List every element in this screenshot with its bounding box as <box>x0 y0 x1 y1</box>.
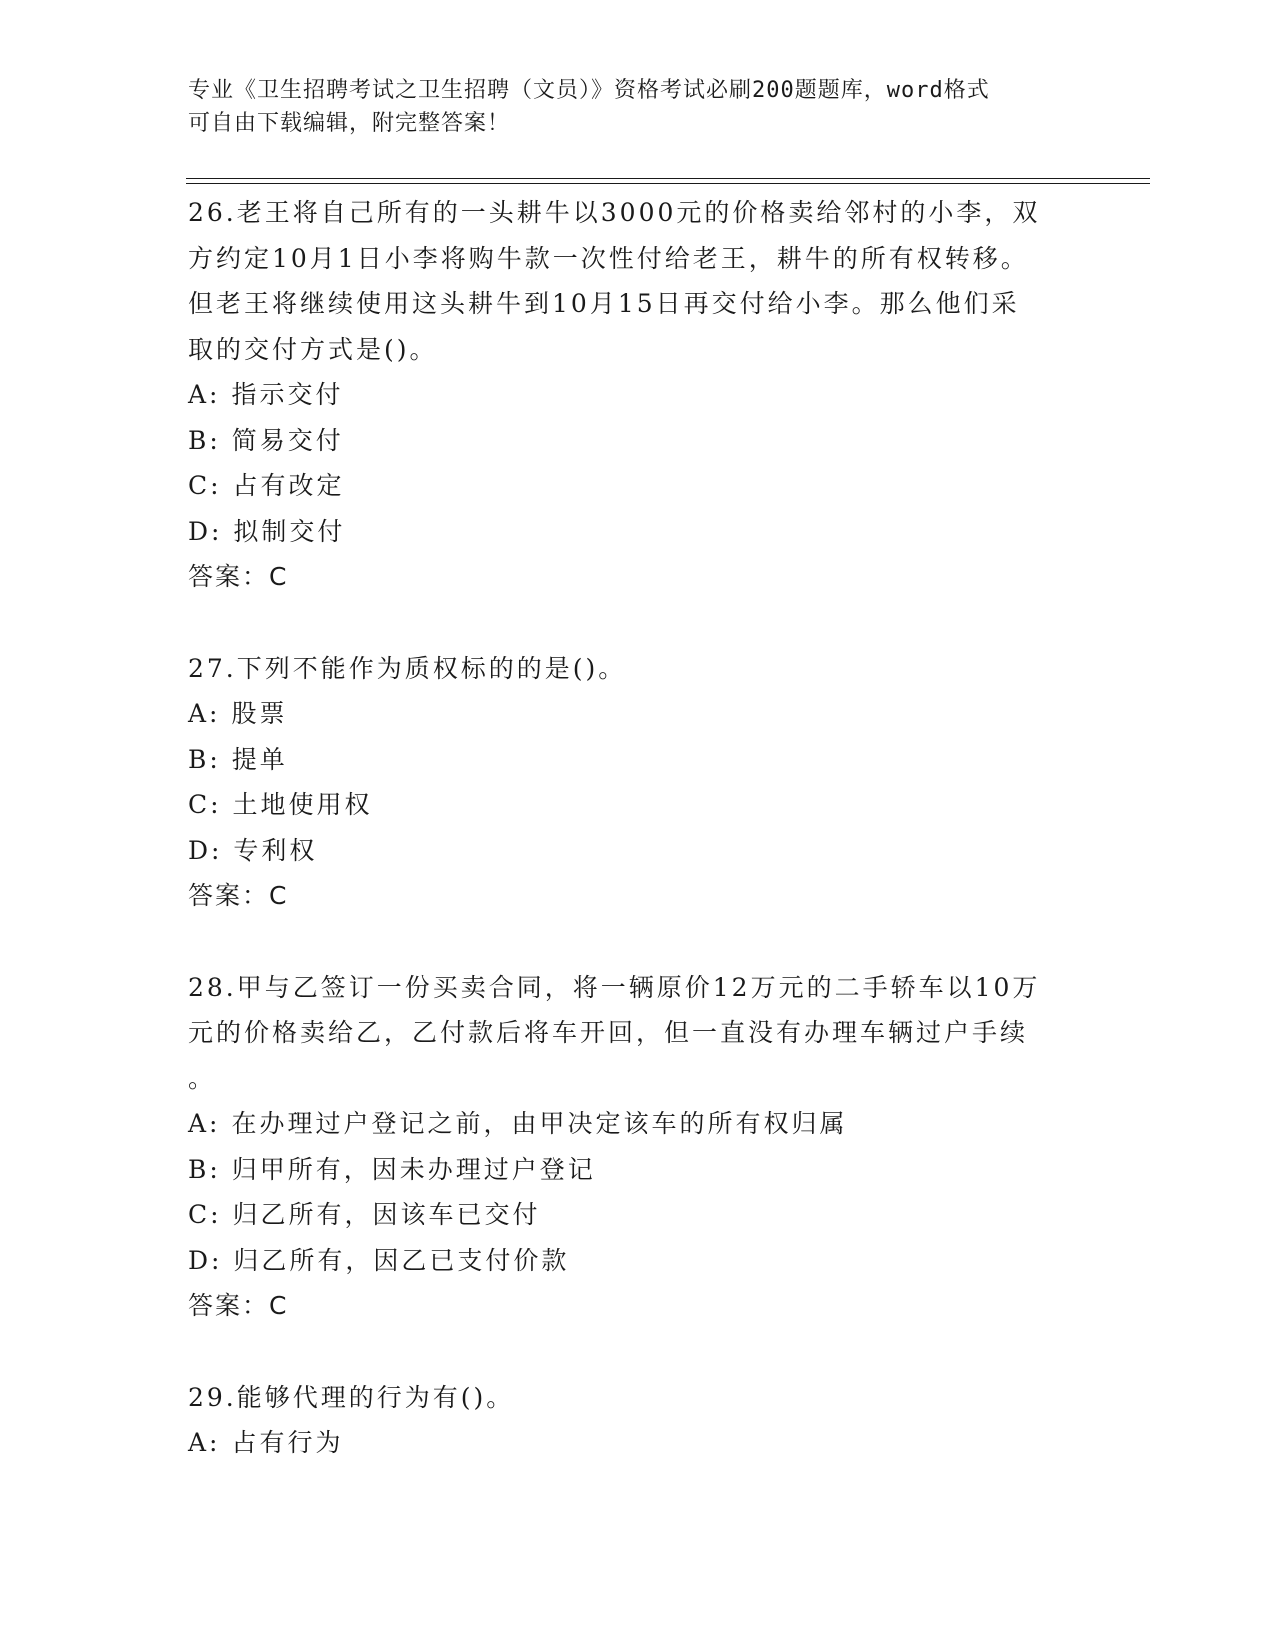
header-line-2: 可自由下载编辑，附完整答案！ <box>188 111 511 136</box>
option-c: C: 归乙所有，因该车已交付 <box>188 1200 541 1229</box>
question-text-line: 26.老王将自己所有的一头耕牛以3000元的价格卖给邻村的小李，双 <box>188 198 1041 227</box>
question-number: 26. <box>188 198 237 227</box>
option-b: B: 简易交付 <box>188 425 344 455</box>
option-d: D: 拟制交付 <box>188 516 346 546</box>
question-number: 28. <box>188 972 237 1002</box>
question-text-line: 但老王将继续使用这头耕牛到10月15日再交付给小李。那么他们采 <box>188 289 1020 318</box>
option-c: C: 占有改定 <box>188 471 345 500</box>
document-header <box>188 74 1068 140</box>
option-a: A: 股票 <box>188 699 288 728</box>
question-28 <box>188 965 1088 1329</box>
question-text-line: 29.能够代理的行为有()。 <box>188 1382 515 1412</box>
option-a: A: 指示交付 <box>188 380 344 409</box>
question-text-line: 方约定10月1日小李将购牛款一次性付给老王，耕牛的所有权转移。 <box>188 243 1029 273</box>
header-line-1: 专业《卫生招聘考试之卫生招聘（文员）》资格考试必刷200题题库，word格式 <box>188 78 990 103</box>
question-29 <box>188 1375 1088 1466</box>
option-d: D: 归乙所有，因乙已支付价款 <box>188 1245 570 1275</box>
question-list <box>188 190 1088 1512</box>
question-text-line: 元的价格卖给乙，乙付款后将车开回，但一直没有办理车辆过户手续 <box>188 1018 1029 1047</box>
question-text-line: 27.下列不能作为质权标的的是()。 <box>188 653 627 683</box>
option-a: A: 占有行为 <box>188 1428 344 1457</box>
question-text-line: 取的交付方式是()。 <box>188 334 438 364</box>
question-text-line: 28.甲与乙签订一份买卖合同，将一辆原价12万元的二手轿车以10万 <box>188 972 1041 1002</box>
option-c: C: 土地使用权 <box>188 790 373 819</box>
header-rule-bottom <box>186 183 1150 184</box>
question-26 <box>188 190 1088 600</box>
question-number: 29. <box>188 1382 237 1412</box>
option-d: D: 专利权 <box>188 835 318 865</box>
answer-line: 答案：C <box>188 881 289 910</box>
answer-line: 答案：C <box>188 1291 289 1320</box>
option-b: B: 提单 <box>188 744 288 774</box>
question-text-line: 。 <box>188 1063 217 1093</box>
option-b: B: 归甲所有，因未办理过户登记 <box>188 1154 596 1184</box>
answer-line: 答案：C <box>188 562 289 591</box>
header-rule-top <box>186 178 1150 179</box>
question-27 <box>188 646 1088 919</box>
option-a: A: 在办理过户登记之前，由甲决定该车的所有权归属 <box>188 1109 848 1138</box>
question-number: 27. <box>188 653 237 683</box>
